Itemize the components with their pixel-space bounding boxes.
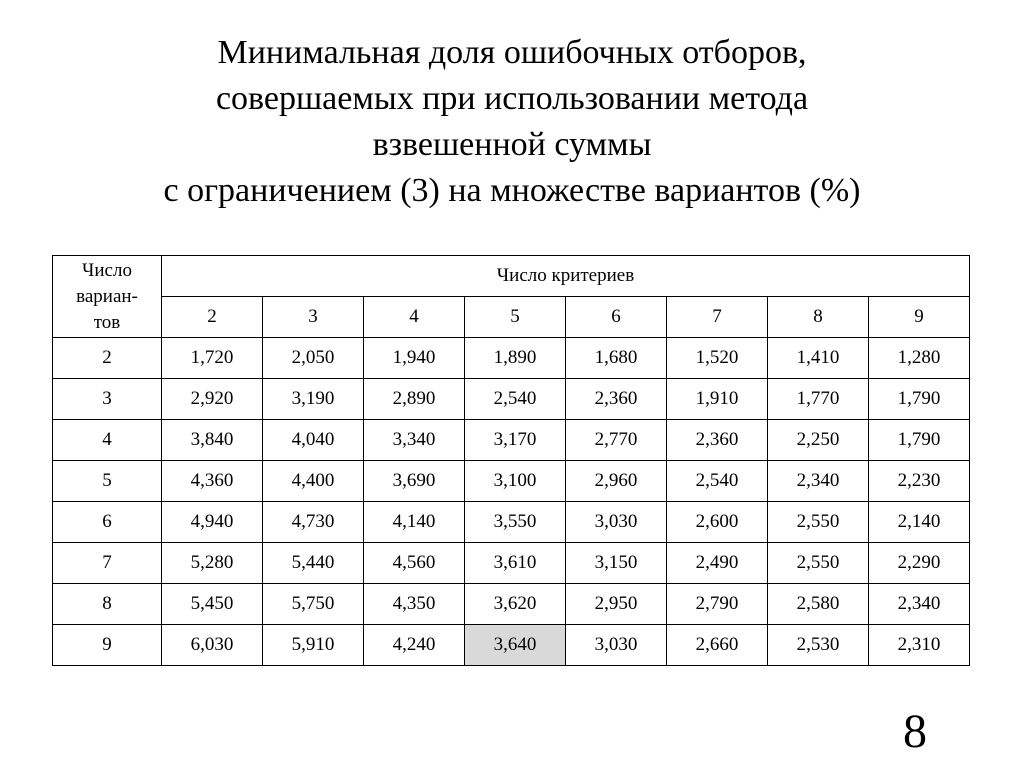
value-cell: 5,450: [162, 584, 263, 625]
criteria-count-cell: 6: [566, 297, 667, 338]
variants-count-cell: 9: [53, 625, 162, 666]
variants-count-cell: 2: [53, 338, 162, 379]
value-cell: 4,360: [162, 461, 263, 502]
value-cell: 3,150: [566, 543, 667, 584]
value-cell: 2,310: [869, 625, 970, 666]
value-cell: 2,360: [667, 420, 768, 461]
slide-title: [0, 30, 1024, 214]
value-cell: 1,280: [869, 338, 970, 379]
value-cell: 2,890: [364, 379, 465, 420]
value-cell: 2,340: [768, 461, 869, 502]
title-line: совершаемых при использовании метода: [215, 80, 809, 117]
value-cell: 2,960: [566, 461, 667, 502]
criteria-count-cell: 5: [465, 297, 566, 338]
value-cell: 3,030: [566, 502, 667, 543]
value-cell: 1,910: [667, 379, 768, 420]
value-cell: 2,290: [869, 543, 970, 584]
value-cell: 2,660: [667, 625, 768, 666]
value-cell: 5,280: [162, 543, 263, 584]
value-cell: 2,530: [768, 625, 869, 666]
title-line: взвешенной суммы: [372, 126, 652, 163]
value-cell: 3,340: [364, 420, 465, 461]
value-cell: 1,890: [465, 338, 566, 379]
value-cell: 4,560: [364, 543, 465, 584]
value-cell: 4,040: [263, 420, 364, 461]
value-cell: 3,620: [465, 584, 566, 625]
page-number: 8: [903, 705, 927, 758]
value-cell: 4,730: [263, 502, 364, 543]
value-cell: 4,350: [364, 584, 465, 625]
value-cell: 3,840: [162, 420, 263, 461]
corner-line: тов: [93, 311, 121, 333]
value-cell: 2,770: [566, 420, 667, 461]
value-cell: 4,940: [162, 502, 263, 543]
value-cell: 1,680: [566, 338, 667, 379]
table-row: [53, 461, 970, 502]
table-row: [53, 338, 970, 379]
value-cell: 3,550: [465, 502, 566, 543]
value-cell: 3,170: [465, 420, 566, 461]
title-line: Минимальная доля ошибочных отборов,: [217, 34, 807, 71]
title-line: с ограничением (3) на множестве вариантов (%): [163, 172, 861, 209]
criteria-count-cell: 8: [768, 297, 869, 338]
error-rate-table: [52, 255, 970, 666]
value-cell: 2,140: [869, 502, 970, 543]
criteria-count-cell: 3: [263, 297, 364, 338]
value-cell: 1,720: [162, 338, 263, 379]
variants-count-cell: 3: [53, 379, 162, 420]
criteria-count-cell: 9: [869, 297, 970, 338]
value-cell: 2,550: [768, 543, 869, 584]
table-row: [53, 625, 970, 666]
value-cell: 1,770: [768, 379, 869, 420]
criteria-count-cell: 2: [162, 297, 263, 338]
value-cell: 3,100: [465, 461, 566, 502]
value-cell: 6,030: [162, 625, 263, 666]
value-cell: 2,550: [768, 502, 869, 543]
value-cell: 2,950: [566, 584, 667, 625]
value-cell: 2,230: [869, 461, 970, 502]
value-cell: 1,520: [667, 338, 768, 379]
value-cell: 1,410: [768, 338, 869, 379]
table-row: [53, 502, 970, 543]
criteria-count-cell: 4: [364, 297, 465, 338]
value-cell: 4,140: [364, 502, 465, 543]
corner-line: вариан-: [76, 285, 138, 307]
criteria-count-cell: 7: [667, 297, 768, 338]
value-cell: 4,400: [263, 461, 364, 502]
table-row: [53, 379, 970, 420]
table-row: [53, 420, 970, 461]
value-cell: 2,580: [768, 584, 869, 625]
value-cell: 2,790: [667, 584, 768, 625]
highlighted-value-cell: 3,640: [465, 625, 566, 666]
variants-count-cell: 8: [53, 584, 162, 625]
variants-count-cell: 7: [53, 543, 162, 584]
table-row: [53, 543, 970, 584]
value-cell: 2,600: [667, 502, 768, 543]
value-cell: 3,690: [364, 461, 465, 502]
value-cell: 4,240: [364, 625, 465, 666]
value-cell: 2,340: [869, 584, 970, 625]
value-cell: 2,360: [566, 379, 667, 420]
value-cell: 2,540: [667, 461, 768, 502]
value-cell: 2,540: [465, 379, 566, 420]
value-cell: 1,790: [869, 379, 970, 420]
variants-count-cell: 6: [53, 502, 162, 543]
value-cell: 3,190: [263, 379, 364, 420]
variants-count-cell: 4: [53, 420, 162, 461]
value-cell: 1,790: [869, 420, 970, 461]
variants-count-cell: 5: [53, 461, 162, 502]
value-cell: 5,440: [263, 543, 364, 584]
variants-count-header: [53, 256, 162, 338]
value-cell: 2,250: [768, 420, 869, 461]
value-cell: 5,910: [263, 625, 364, 666]
table-row: [53, 584, 970, 625]
value-cell: 5,750: [263, 584, 364, 625]
value-cell: 3,030: [566, 625, 667, 666]
corner-line: Число: [82, 259, 132, 281]
criteria-count-header: Число критериев: [162, 256, 970, 297]
value-cell: 3,610: [465, 543, 566, 584]
value-cell: 2,050: [263, 338, 364, 379]
value-cell: 2,920: [162, 379, 263, 420]
value-cell: 1,940: [364, 338, 465, 379]
value-cell: 2,490: [667, 543, 768, 584]
